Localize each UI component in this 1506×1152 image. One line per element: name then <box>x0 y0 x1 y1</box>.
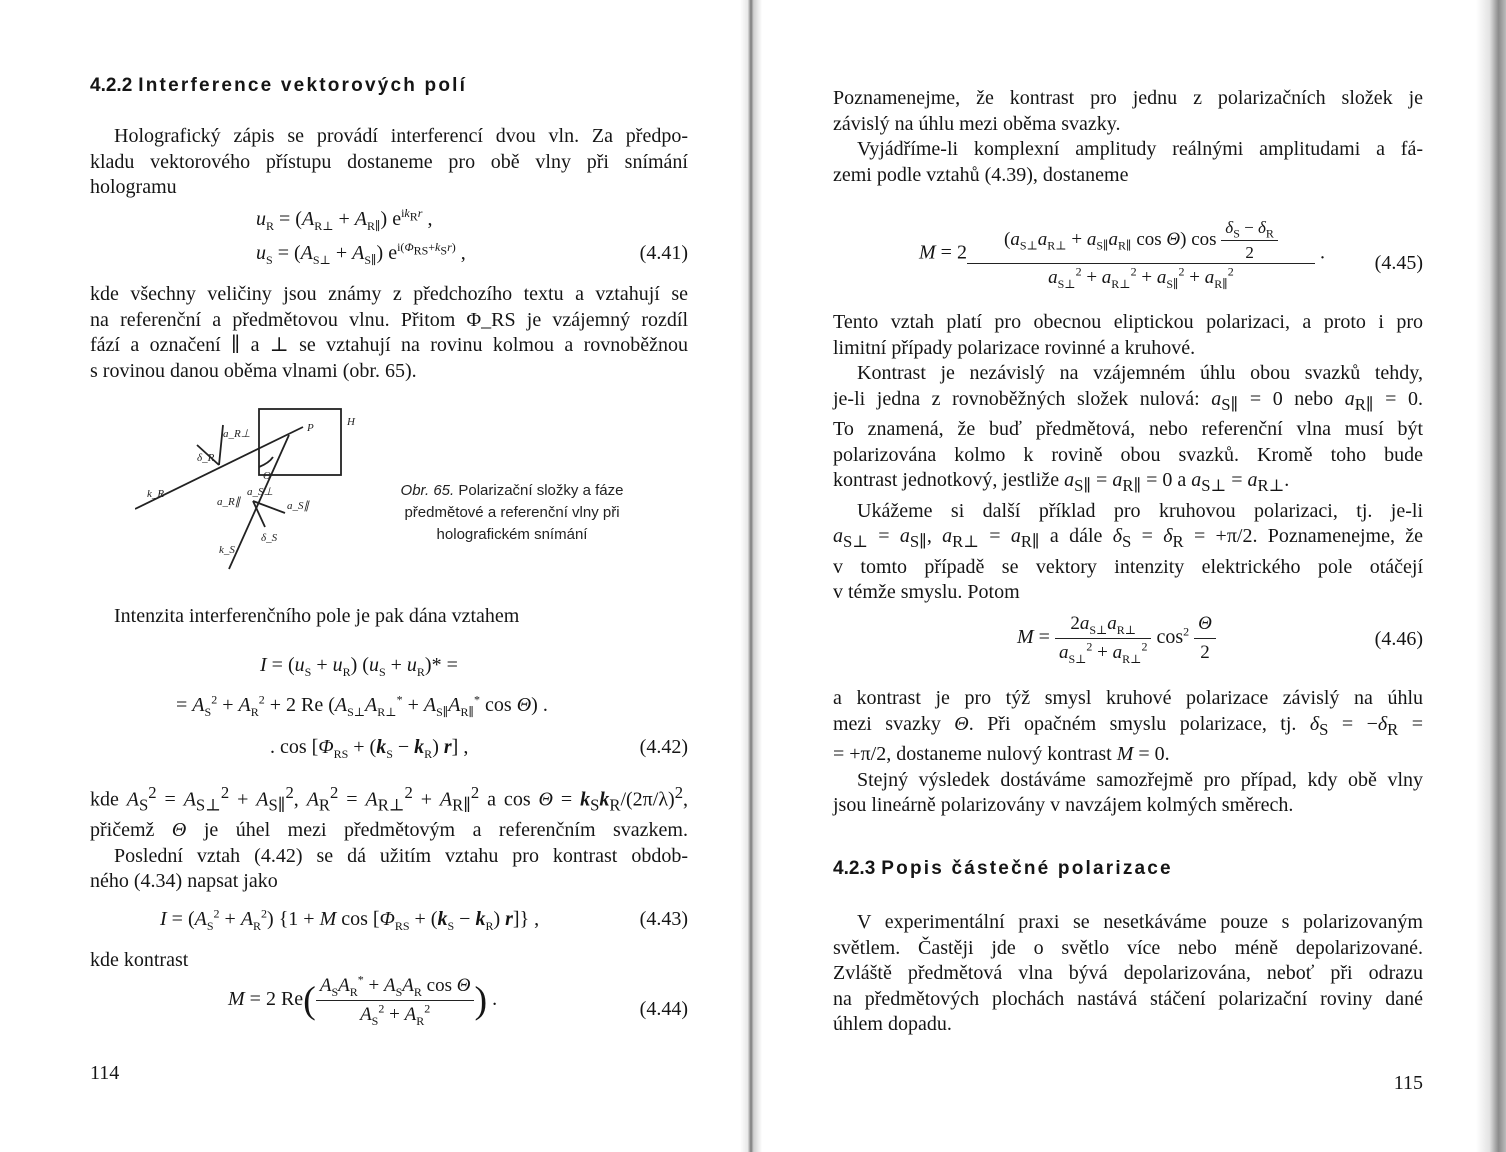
label-k-s: k_S <box>219 544 235 556</box>
heading-number: 4.2.2 <box>90 75 133 96</box>
label-theta: Θ <box>263 470 271 482</box>
label-delta-r: δ_R <box>197 452 215 464</box>
page-number: 115 <box>1393 1072 1423 1094</box>
text-line: přičemž Θ je úhel mezi předmětovým a referenčním svazkem. <box>90 819 688 842</box>
figure-caption <box>372 480 652 546</box>
label-a-r-perp: a_R⊥ <box>223 428 251 440</box>
formula: . $\cos [\Phi_{RS} + (k_S - k_R)$ r] , <box>270 736 469 761</box>
text-line: To znamená, že buď předmětová, nebo referenční vlna musí být <box>833 418 1423 440</box>
text-line: jsou lineárně polarizovány v navzájem kolmých směrech. <box>833 794 1294 816</box>
text-line: v tomto případě se vektory intenzity elektrického pole otáčejí <box>833 555 1423 578</box>
theta-arc <box>259 457 273 467</box>
equation-number: (4.43) <box>639 908 688 930</box>
formula: = $A_S^2 + A_R^2 + 2$ Re ($A_{S\perp}A_{R\perp}^* + A_{S\parallel}A_{R\parallel}^*$ cos Θ) . <box>176 692 548 719</box>
paragraph <box>833 86 1423 188</box>
caption-label: Obr. 65. <box>400 482 455 499</box>
text-line: ného (4.34) napsat jako <box>90 870 278 893</box>
text-line: Poslední vztah (4.42) se dá užitím vztahu pro kontrast obdob- <box>114 844 688 867</box>
text-line: a kontrast je pro týž smysl kruhové polarizace závislý na úhlu <box>833 687 1423 709</box>
paragraph <box>833 910 1423 1038</box>
text-line: Stejný výsledek dostáváme samozřejmě pro případ, kdy obě vlny <box>857 768 1423 791</box>
text-line: kde $A_S^2 = A_{S\perp}^2 + A_{S\parallel}^2$, $A_R^2 = A_{R\perp}^2 + A_{R\parallel}^2$ a $\cos \Theta = k_Sk_R/(2\pi/\lambda)^2$, <box>90 783 689 815</box>
formula: $u_S = (A_{S\perp} + A_{S\parallel})$ $e^{i(\Phi_{RS}+k_Sr)}$ , <box>256 240 466 267</box>
paragraph <box>90 282 688 384</box>
equation-number: (4.46) <box>1374 628 1423 650</box>
page-number: 114 <box>90 1062 120 1084</box>
equation-number: (4.45) <box>1374 252 1423 274</box>
formula: $I = (u_S + u_R) (u_S + u_R)*$ = <box>260 654 458 679</box>
paragraph <box>90 124 688 201</box>
equation-number: (4.41) <box>639 242 688 264</box>
equation-number: (4.42) <box>639 736 688 758</box>
text-line: Tento vztah platí pro obecnou eliptickou polarizaci, a proto i pro <box>833 311 1423 333</box>
text-line: kontrast jednotkový, jestliže $a_{S\parallel} = a_{R\parallel} = 0$ a $a_{S\perp} = a_{R\perp}$. <box>833 469 1290 495</box>
text-line: kde kontrast <box>90 949 189 971</box>
text-line: polarizována kolmo k rovině obou svazků. Kromě toho bude <box>833 443 1423 466</box>
text-line: limitní případy polarizace rovinné a kruhové. <box>833 336 1196 359</box>
text-line: fází a označení ∥ a ⊥ se vztahují na rovinu kolmou a rovnoběžnou <box>90 334 688 356</box>
caption-text: předmětové a referenční vlny při <box>404 504 620 521</box>
equation-4-43 <box>90 904 688 934</box>
label-a-s-perp: a_S⊥ <box>247 486 274 498</box>
text-line: závislý na úhlu mezi oběma svazky. <box>833 112 1121 135</box>
label-k-r: k_R <box>147 488 165 500</box>
equation-intensity-2 <box>90 690 688 720</box>
formula: $I = (A_S^2 + A_R^2) \{1 + M$ $\cos [\Phi_{RS} + (k_S - k_R)$ r]} , <box>160 906 540 933</box>
label-p: P <box>307 422 314 434</box>
equation-number: (4.44) <box>639 998 688 1020</box>
paragraph <box>90 948 688 974</box>
text-line: světlem. Častěji jde o světlo více nebo méně depolarizované. <box>833 936 1423 959</box>
text-line: Zvláště předmětová vlna bývá depolarizována, neboť při odrazu <box>833 962 1423 984</box>
heading-text: Popis částečné polarizace <box>881 858 1173 879</box>
heading-number: 4.2.3 <box>833 858 876 879</box>
equation-intensity-3 <box>90 732 688 762</box>
text-line: Poznamenejme, že kontrast pro jednu z polarizačních složek je <box>833 87 1423 109</box>
text-line: V experimentální praxi se nesetkáváme pouze s polarizovaným <box>857 911 1423 933</box>
text-line: kladu vektorového přístupu dostaneme pro obě vlny při snímání <box>90 150 688 173</box>
text-line: úhlem dopadu. <box>833 1013 952 1035</box>
text-line: mezi svazky Θ. Při opačném smyslu polarizace, tj. $\delta_S = -\delta_R$ = <box>833 712 1424 739</box>
heading-text: Interference vektorových polí <box>138 75 468 96</box>
text-line: Kontrast je nezávislý na vzájemném úhlu obou svazků tehdy, <box>857 362 1423 384</box>
paragraph <box>833 310 1423 606</box>
text-line: Vyjádříme-li komplexní amplitudy reálnými amplitudami a fá- <box>857 138 1423 160</box>
label-h: H <box>347 416 355 428</box>
text-line: v témže smyslu. Potom <box>833 581 1020 603</box>
page-right <box>833 0 1423 1152</box>
paragraph <box>90 780 688 895</box>
label-a-r-par: a_R∥ <box>217 496 241 508</box>
formula: M = $\frac{2a_{S\perp}a_{R\perp}}{a_{S\perp}^2 + a_{R\perp}^2}$ $\cos^2$ $\frac{\Theta}{2}$ <box>1017 612 1216 665</box>
caption-text: holografickém snímání <box>436 526 588 543</box>
figure-65-diagram <box>135 405 375 575</box>
equation-4-44 <box>90 972 688 1030</box>
caption-text: Polarizační složky a fáze <box>458 482 624 499</box>
formula: M = 2 Re( $\frac{A_SA_R^* + A_SA_R \cos \Theta}{A_S^2 + A_R^2}$ ) . <box>228 972 498 1028</box>
text-line: = +π/2, dostaneme nulový kontrast M = 0. <box>833 743 1170 765</box>
text-line: Ukážeme si další příklad pro kruhovou polarizaci, tj. je-li <box>857 499 1423 522</box>
text-line: na předmětových plochách nastává stáčení polarizační roviny dané <box>833 987 1423 1010</box>
section-heading-4-2-2 <box>90 75 467 97</box>
label-delta-s: δ_S <box>261 532 278 544</box>
text-line: s rovinou danou oběma vlnami (obr. 65). <box>90 359 417 382</box>
equation-intensity-1 <box>90 650 688 680</box>
formula: $u_R = (A_{R\perp} + A_{R\parallel})$ $e^{ik_Rr}$ , <box>256 206 433 233</box>
book-gutter <box>740 0 762 1152</box>
page-edge <box>1476 0 1506 1152</box>
equation-u-s <box>90 238 688 268</box>
equation-u-r <box>90 204 688 234</box>
section-heading-4-2-3 <box>833 858 1173 880</box>
text-line: je-li jedna z rovnoběžných složek nulová: $a_{S\parallel} = 0$ nebo $a_{R\parallel} = 0$. <box>833 387 1424 414</box>
text-line: na referenční a předmětovou vlnu. Přitom Φ_RS je vzájemný rozdíl <box>90 308 688 331</box>
text-line: Holografický zápis se provádí interferencí dvou vln. Za předpo- <box>114 125 688 147</box>
equation-4-46 <box>833 612 1423 672</box>
page-left <box>90 0 690 1152</box>
label-a-s-par: a_S∥ <box>287 500 309 512</box>
text-line: kde všechny veličiny jsou známy z předchozího textu a vztahují se <box>90 283 688 305</box>
text-line: $a_{S\perp} = a_{S\parallel}$, $a_{R\perp} = a_{R\parallel}$ a dále $\delta_S = \delta_R = +\pi/2$. Poznamenejme, že <box>833 525 1424 551</box>
text-line: Intenzita interferenčního pole je pak dána vztahem <box>114 605 520 627</box>
paragraph <box>90 604 688 630</box>
equation-4-45 <box>833 218 1423 291</box>
paragraph <box>833 686 1423 819</box>
text-line: hologramu <box>90 176 177 198</box>
text-line: zemi podle vztahů (4.39), dostaneme <box>833 163 1129 186</box>
formula: M = 2 ($a_{S\perp}a_{R\perp} + a_{S\parallel}a_{R\parallel}$ cos Θ) cos $\frac{\delta_S - \delta_R}{2}$ $a_{S\perp}^2 + a_{R\perp}^2 + a_{S\parallel}^2 + a_{R\parallel}^2$ . <box>919 218 1325 291</box>
